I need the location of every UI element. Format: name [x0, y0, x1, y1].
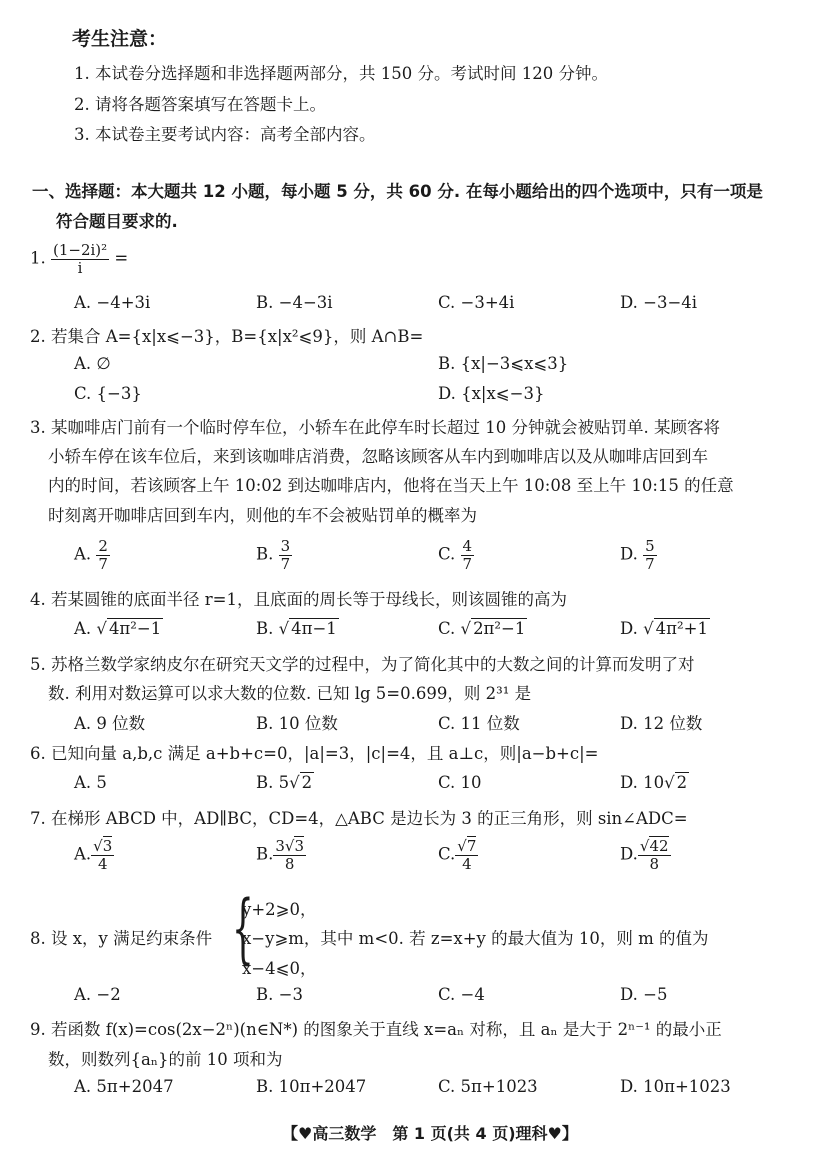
- q2-option-c: C. {−3}: [74, 384, 142, 403]
- q8-option-a: A. −2: [74, 985, 121, 1004]
- q5-option-b: B. 10 位数: [256, 714, 338, 733]
- constraint-1: y+2⩾0，: [242, 900, 317, 919]
- q9-option-b: B. 10π+2047: [256, 1077, 367, 1096]
- notice-item-3: 3. 本试卷主要考试内容：高考全部内容。: [74, 125, 376, 144]
- page-footer: 【♥高三数学 第 1 页(共 4 页)理科♥】: [282, 1124, 578, 1143]
- q2-option-b: B. {x|−3⩽x⩽3}: [438, 354, 569, 373]
- q3-option-a: A. $\frac{2}{7}$: [74, 537, 108, 573]
- q4-option-b: B. √ 4π−1: [256, 619, 337, 638]
- question-1: 1. $\frac{\text{(1−2i)²}}{i}$ =: [30, 241, 129, 277]
- q2-option-a: A. ∅: [74, 354, 111, 373]
- notice-item-1: 1. 本试卷分选择题和非选择题两部分，共 150 分。考试时间 120 分钟。: [74, 64, 608, 83]
- question-3-line-2: 小轿车停在该车位后，来到该咖啡店消费，忽略该顾客从车内到咖啡店以及从咖啡店回到车: [48, 447, 708, 466]
- q7-option-b: B. $\frac{3√3}{8}$: [256, 837, 305, 873]
- question-5-line-2: 数. 利用对数运算可以求大数的位数. 已知 lg 5=0.699，则 2³¹ 是: [48, 684, 532, 703]
- question-5-line-1: 5. 苏格兰数学家纳皮尔在研究天文学的过程中，为了简化其中的大数之间的计算而发明了对: [30, 655, 695, 674]
- q8-option-c: C. −4: [438, 985, 485, 1004]
- q6-option-c: C. 10: [438, 773, 482, 792]
- q3-option-c: C. $\frac{4}{7}$: [438, 537, 473, 573]
- question-9-line-2: 数，则数列{aₙ}的前 10 项和为: [48, 1050, 283, 1069]
- q4-option-d: D. √ 4π²+1: [620, 619, 708, 638]
- q5-option-c: C. 11 位数: [438, 714, 520, 733]
- q4-option-a: A. √ 4π²−1: [74, 619, 162, 638]
- section-heading-cont: 符合题目要求的.: [56, 212, 178, 231]
- q7-option-a: A. $\frac{√3}{4}$: [74, 837, 113, 873]
- notice-item-2: 2. 请将各题答案填写在答题卡上。: [74, 95, 326, 114]
- question-3-line-1: 3. 某咖啡店门前有一个临时停车位，小轿车在此停车时长超过 10 分钟就会被贴罚单. 某顾客将: [30, 418, 720, 437]
- q3-option-d: D. $\frac{5}{7}$: [620, 537, 655, 573]
- q7-option-c: C. $\frac{√7}{4}$: [438, 837, 477, 873]
- q5-option-d: D. 12 位数: [620, 714, 703, 733]
- q9-option-a: A. 5π+2047: [74, 1077, 174, 1096]
- left-brace: {: [232, 883, 254, 972]
- question-6: 6. 已知向量 a,b,c 满足 a+b+c=0，|a|=3，|c|=4，且 a⊥c，则|a−b+c|=: [30, 744, 599, 763]
- section-heading: 一、选择题：本大题共 12 小题，每小题 5 分，共 60 分. 在每小题给出的四个选项中，只有一项是: [32, 182, 763, 201]
- question-3-line-3: 内的时间，若该顾客上午 10:02 到达咖啡店内，他将在当天上午 10:08 至上午 10:15 的任意: [48, 476, 734, 495]
- question-3-line-4: 时刻离开咖啡店回到车内，则他的车不会被贴罚单的概率为: [48, 506, 477, 525]
- q1-option-a: A. −4+3i: [74, 293, 151, 312]
- q6-option-b: B. 5√ 2: [256, 773, 313, 792]
- notice-title: 考生注意：: [72, 28, 168, 50]
- q1-option-d: D. −3−4i: [620, 293, 698, 312]
- q1-option-c: C. −3+4i: [438, 293, 515, 312]
- q6-option-a: A. 5: [74, 773, 107, 792]
- question-9-line-1: 9. 若函数 f(x)=cos(2x−2ⁿ)(n∈N*) 的图象关于直线 x=aₙ 对称，且 aₙ 是大于 2ⁿ⁻¹ 的最小正: [30, 1020, 722, 1039]
- question-4: 4. 若某圆锥的底面半径 r=1，且底面的周长等于母线长，则该圆锥的高为: [30, 590, 567, 609]
- q1-option-b: B. −4−3i: [256, 293, 333, 312]
- q7-option-d: D. $\frac{√42}{8}$: [620, 837, 669, 873]
- question-8-prefix: 8. 设 x，y 满足约束条件: [30, 929, 213, 948]
- q9-option-c: C. 5π+1023: [438, 1077, 538, 1096]
- constraint-2: x−y⩾m，其中 m<0. 若 z=x+y 的最大值为 10，则 m 的值为: [242, 929, 709, 948]
- q4-option-c: C. √ 2π²−1: [438, 619, 526, 638]
- question-7: 7. 在梯形 ABCD 中，AD∥BC，CD=4，△ABC 是边长为 3 的正三角形，则 sin∠ADC=: [30, 809, 688, 828]
- q5-option-a: A. 9 位数: [74, 714, 146, 733]
- q6-option-d: D. 10√ 2: [620, 773, 688, 792]
- q8-option-d: D. −5: [620, 985, 668, 1004]
- question-2: 2. 若集合 A={x|x⩽−3}，B={x|x²⩽9}，则 A∩B=: [30, 327, 424, 346]
- q9-option-d: D. 10π+1023: [620, 1077, 731, 1096]
- q3-option-b: B. $\frac{3}{7}$: [256, 537, 291, 573]
- constraint-3: x−4⩽0，: [242, 959, 317, 978]
- q2-option-d: D. {x|x⩽−3}: [438, 384, 545, 403]
- q8-option-b: B. −3: [256, 985, 303, 1004]
